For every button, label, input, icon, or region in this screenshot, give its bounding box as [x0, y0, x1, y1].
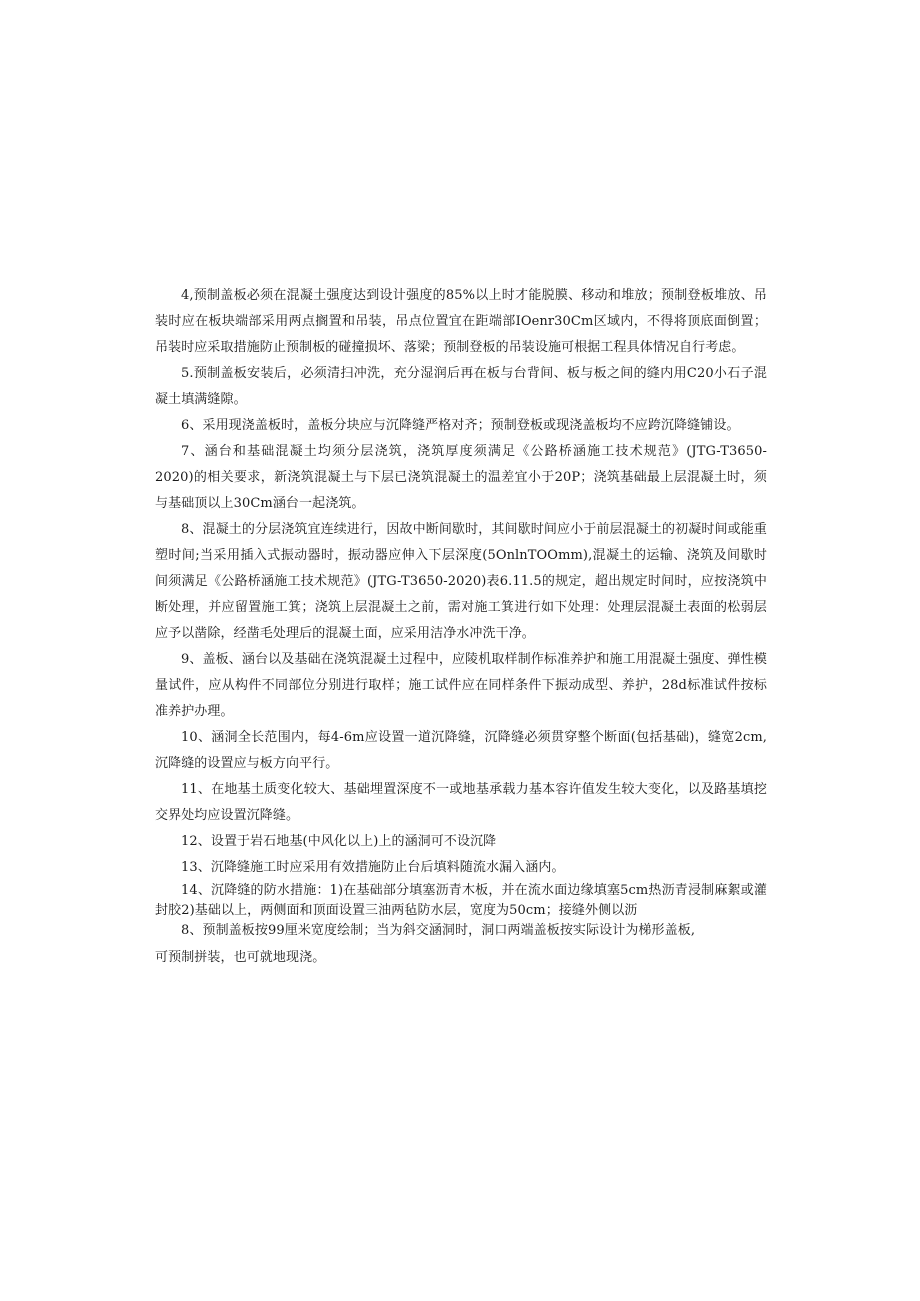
paragraph-8: 8、混凝土的分层浇筑宜连续进行，因故中断间歇时，其间歇时间应小于前层混凝土的初凝时间或能重塑时间;当采用插入式振动器时，振动器应伸入下层深度(5OnlnTOOmm),混凝土的运输、浇筑及间歇时间须满足《公路桥涵施工技术规范》(JTG-T3650-2020)表6.11.5的规定，超出规定时间时，应按浇筑中断处理，并应留置施工箕；浇筑上层混凝土之前，需对施工箕进行如下处理：处理层混凝土表面的松弱层应予以凿除，经凿毛处理后的混凝土面，应采用洁净水冲洗干净。: [155, 522, 767, 641]
paragraph-9: 9、盖板、涵台以及基础在浇筑混凝土过程中，应陵机取样制作标准养护和施工用混凝土强度、弹性模量试件，应从构件不同部位分别进行取样；施工试件应在同样条件下振动成型、养护，28d标准试件按标准养护办理。: [155, 652, 767, 719]
paragraph-14: 14、沉降缝的防水措施：1)在基础部分填塞沥青木板，并在流水面边缘填塞5cm热沥青浸制麻絮或灌封胶2)基础以上，两侧面和顶面设置三油两毡防水层，宽度为50cm；接缝外侧以沥: [155, 883, 767, 918]
document-body: [155, 283, 767, 971]
paragraph-5: 5.预制盖板安装后，必须清扫冲洗，充分湿润后再在板与台背间、板与板之间的缝内用C20小石子混凝土填满缝隙。: [155, 366, 767, 407]
note-line-2: 可预制拼装，也可就地现浇。: [155, 950, 326, 965]
paragraph-11: 11、在地基土质变化较大、基础埋置深度不一或地基承载力基本容许值发生较大变化，以及路基填挖交界处均应设置沉降缝。: [155, 782, 767, 823]
paragraph-10: 10、涵洞全长范围内，每4-6m应设置一道沉降缝，沉降缝必须贯穿整个断面(包括基础)，缝宽2cm,沉降缝的设置应与板方向平行。: [155, 730, 767, 771]
paragraph-6: 6、采用现浇盖板时，盖板分块应与沉降缝严格对齐；预制登板或现浇盖板均不应跨沉降缝铺设。: [181, 418, 740, 433]
paragraph-4: 4,预制盖板必须在混凝土强度达到设计强度的85%以上时才能脱膜、移动和堆放；预制登板堆放、吊装时应在板块端部采用两点搁置和吊装，吊点位置宜在距端部IOenr30Cm区域内，不得将顶底面倒置；吊装时应采取措施防止预制板的碰撞损坏、落梁；预制登板的吊装设施可根据工程具体情况自行考虑。: [155, 288, 767, 355]
paragraph-13: 13、沉降缝施工时应采用有效措施防止台后填料随流水漏入涵内。: [181, 860, 565, 875]
note-line-1: 8、预制盖板按99厘米宽度绘制；当为斜交涵洞时，洞口两端盖板按实际设计为梯形盖板,: [181, 923, 696, 938]
paragraph-7: 7、涵台和基础混凝土均须分层浇筑，浇筑厚度须满足《公路桥涵施工技术规范》(JTG-T3650-2020)的相关要求，新浇筑混凝土与下层已浇筑混凝土的温差宜小于20P；浇筑基础最上层混凝土时，须与基础顶以上30Cm涵台一起浇筑。: [155, 444, 767, 511]
paragraph-12: 12、设置于岩石地基(中风化以上)上的涵洞可不设沉降: [181, 834, 497, 849]
